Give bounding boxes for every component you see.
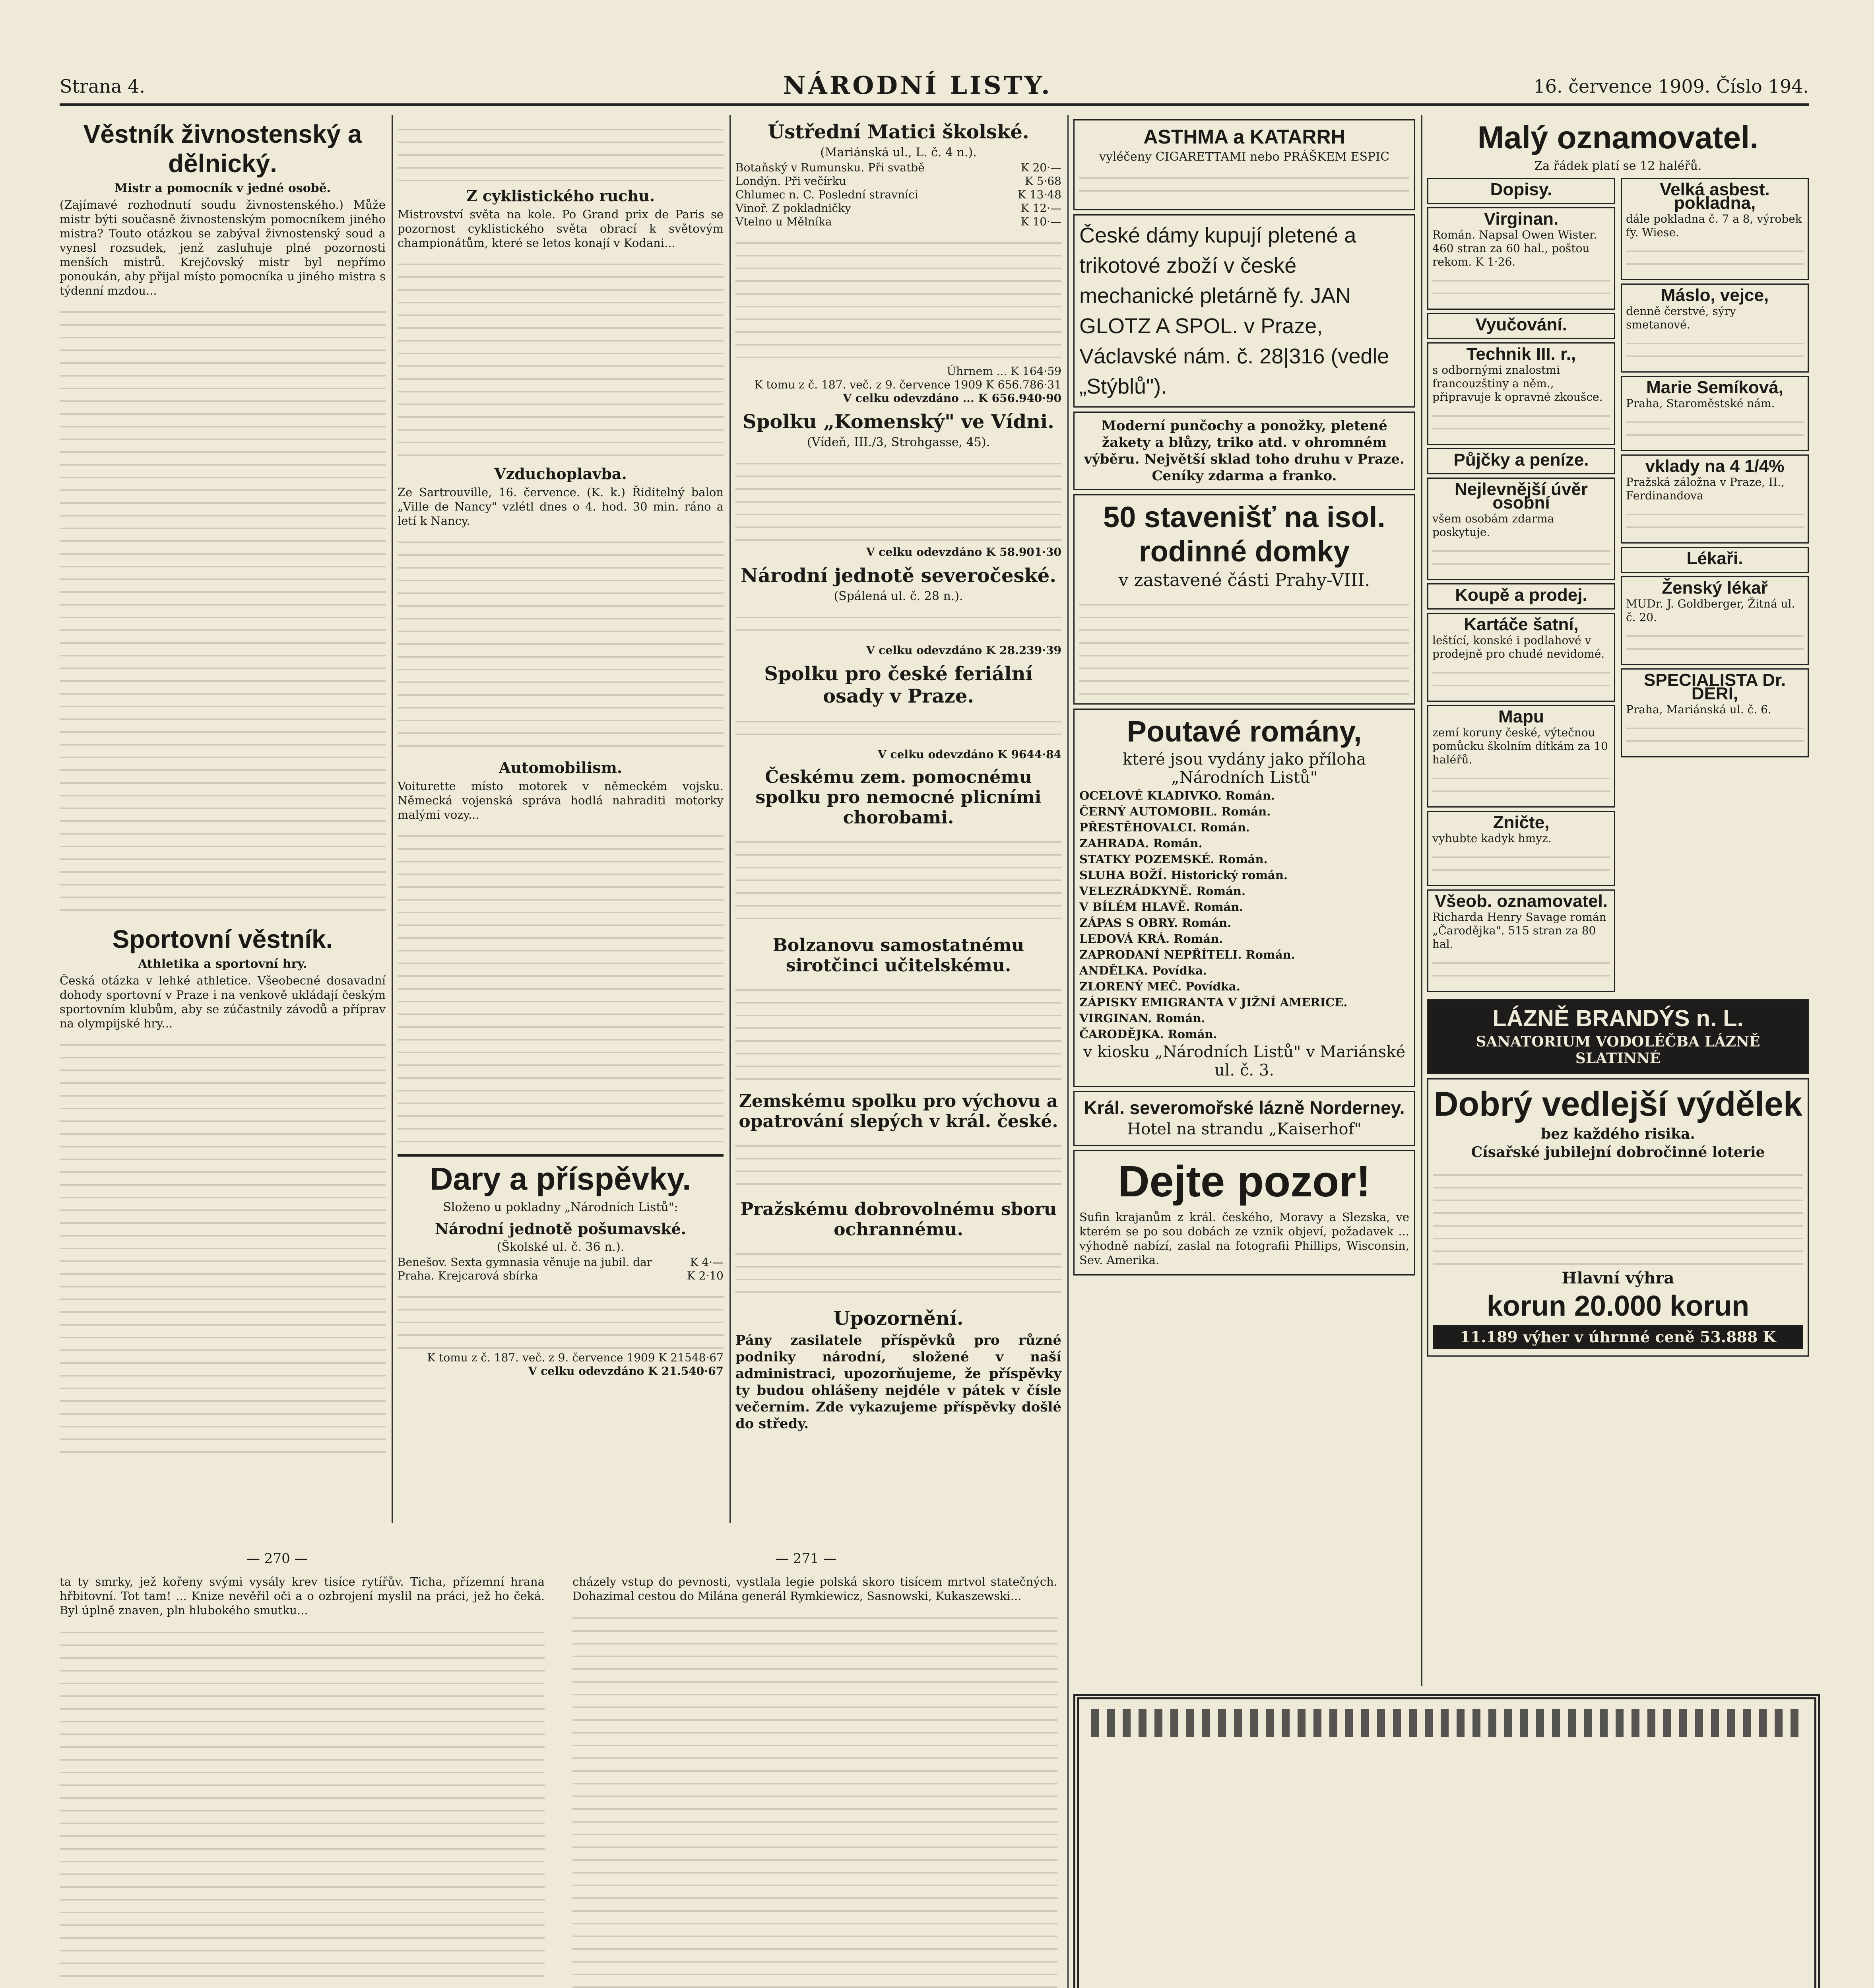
donations-subtitle: Složeno u pokladny „Národních Listů":	[443, 1200, 678, 1214]
section-title: Věstník živnostenský a dělnický.	[83, 120, 362, 178]
column-divider	[1067, 115, 1069, 1988]
divider	[398, 1154, 724, 1157]
ad-spa-brandys	[1427, 999, 1809, 1074]
classified-ad	[1621, 547, 1809, 573]
classified-ad	[1621, 668, 1809, 757]
article-text-block	[398, 824, 724, 1150]
ad-text-block	[1079, 593, 1409, 696]
classified-text-block	[1432, 951, 1610, 987]
classified-heading: SPECIALISTA Dr. DÉRI,	[1644, 670, 1786, 703]
column-donations	[735, 115, 1061, 1435]
page-number: — 271 —	[775, 1551, 837, 1567]
ad-body: vyléčeny CIGARETTAMI nebo PRÁŠKEM ESPIC	[1099, 150, 1390, 164]
fund-name: Ústřední Matici školské.	[768, 121, 1029, 143]
novel-item: ZÁPAS S OBRY. Román.	[1079, 916, 1232, 930]
article-text-block	[398, 118, 724, 181]
donation-row: Benešov. Sexta gymnasia věnuje na jubil. dar K 4·—	[398, 1256, 724, 1269]
classified-text-block	[1626, 624, 1804, 660]
classifieds-subtitle: Za řádek platí se 12 haléřů.	[1534, 159, 1702, 173]
column-ads	[1073, 115, 1415, 1279]
masthead: NÁRODNÍ LISTY.	[783, 71, 1052, 100]
novel-list	[1079, 788, 1409, 1041]
classified-ad	[1621, 576, 1809, 665]
notice-title: Upozornění.	[833, 1307, 964, 1330]
classified-heading: Mapu	[1498, 707, 1544, 726]
classified-body: Richarda Henry Savage román „Čarodějka". 515 stran za 80 hal.	[1432, 911, 1606, 951]
classified-heading: Dopisy.	[1490, 180, 1552, 199]
classified-heading: Velká asbest. pokladna,	[1660, 180, 1770, 213]
lottery-name: Císařské jubilejní dobročinné loterie	[1471, 1144, 1765, 1161]
classified-ad	[1427, 583, 1615, 610]
classified-heading: Vyučování.	[1475, 315, 1567, 334]
classified-text-block	[1626, 332, 1804, 367]
donation-row: Londýn. Při večírku K 5·68	[735, 175, 1061, 188]
article-text-block	[398, 530, 724, 753]
classified-heading: Technik III. r.,	[1466, 344, 1576, 364]
ad-knitwear: České dámy kupují pletené a trikotové zboží v české mechanické pletárně fy. JAN GLOTZ A SPOL. v Praze, Václavské nám. č. 28|316 (vedle „Stýblů").	[1073, 214, 1415, 408]
ad-body: Hotel na strandu „Kaiserhof"	[1127, 1120, 1362, 1138]
article-text-block	[60, 300, 386, 920]
story-text-block	[572, 1606, 1057, 1988]
classified-text-block	[1432, 539, 1610, 575]
article-body: Česká otázka v lehké athletice. Všeobecné dosavadní dohody sportovní v Praze i na venkově ukládají českým sportovním klubům, aby se zúčastnily závodů a příprav na olympijské hry...	[60, 974, 386, 1030]
classified-body: všem osobám zdarma poskytuje.	[1432, 512, 1554, 539]
donation-list	[735, 452, 1061, 543]
ad-subtitle: v zastavené části Prahy-VIII.	[1118, 570, 1370, 590]
donation-row: Botaňský v Rumunsku. Při svatbě K 20·—	[735, 161, 1061, 174]
donation-list	[735, 710, 1061, 746]
classified-text-block	[1626, 716, 1804, 752]
column-divider	[1421, 115, 1422, 1686]
classified-heading: Máslo, vejce,	[1661, 285, 1769, 305]
story-text-block	[60, 1621, 545, 1988]
novel-item: ZLORENÝ MEČ. Povídka.	[1079, 980, 1240, 993]
ad-text-block	[1079, 166, 1409, 202]
novel-item: ZAHRADA. Román.	[1079, 837, 1203, 850]
donation-grand-total: V celku odevzdáno K 9644·84	[878, 748, 1061, 761]
prize-footer: 11.189 výher v úhrnné ceně 53.888 K	[1433, 1325, 1803, 1349]
classified-heading: Marie Semíková,	[1646, 378, 1783, 397]
donation-grand-total: V celku odevzdáno ... K 656.940·90	[843, 392, 1061, 405]
column-divider	[392, 115, 393, 1523]
classified-ad	[1427, 313, 1615, 339]
donation-list	[735, 231, 1061, 362]
ad-norderney	[1073, 1091, 1415, 1146]
classified-heading: vklady na 4 1/4%	[1645, 456, 1785, 476]
classified-text-block	[1432, 661, 1610, 697]
classifieds-grid	[1427, 175, 1809, 995]
classified-ad	[1427, 342, 1615, 445]
section-title: Z cyklistického ruchu.	[466, 187, 655, 205]
donation-row: Vinoř. Z pokladničky K 12·—	[735, 202, 1061, 215]
classified-ad	[1427, 178, 1615, 204]
donation-grand-total: V celku odevzdáno K 28.239·39	[866, 644, 1061, 657]
classifieds-title: Malý oznamovatel.	[1477, 120, 1759, 155]
classified-text-block	[1626, 503, 1804, 538]
article-subtitle: Athletika a sportovní hry.	[138, 957, 307, 971]
novel-item: PŘESTĚHOVALCI. Román.	[1079, 821, 1250, 834]
page-number: — 270 —	[246, 1551, 308, 1567]
novel-item: SLUHA BOŽÍ. Historický román.	[1079, 868, 1288, 882]
ad-subtitle: bez každého risika.	[1541, 1126, 1695, 1142]
ad-attention	[1073, 1150, 1415, 1276]
article-body: (Zajímavé rozhodnutí soudu živnostenského.) Může mistr býti současně živnostenským pomocníkem jiného mistra? Touto otázkou se zabýval živnostenský soud a vynesl rozsudek, jenž zasluhuje plné pozornosti menších mistrů. Krejčovský mistr byl nepřímo ponoukán, aby přijal místo pomocníka u jiného mistra s týdenní mzdou...	[60, 198, 386, 297]
classified-ad	[1427, 448, 1615, 474]
ad-content	[1103, 1747, 1791, 1988]
donation-grand-total: V celku odevzdáno K 58.901·30	[866, 546, 1061, 559]
ad-novels	[1073, 709, 1415, 1087]
novel-item: ANDĚLKA. Povídka.	[1079, 964, 1207, 977]
classified-text-block	[1626, 239, 1804, 275]
fund-name: Bolzanovu samostatnému sirotčinci učitelskému.	[772, 935, 1024, 976]
novel-item: ZAPRODANÍ NEPŘÍTELI. Román.	[1079, 948, 1295, 961]
fund-name: Spolku pro české feriální osady v Praze.	[764, 663, 1033, 707]
ornament-border	[1091, 1709, 1802, 1737]
donation-total: K tomu z č. 187. več. z 9. července 1909 K 656.786·31	[754, 378, 1061, 391]
novel-item: VELEZRÁDKYNĚ. Román.	[1079, 884, 1246, 898]
donation-list	[735, 1134, 1061, 1194]
classified-heading: Kartáče šatní,	[1464, 615, 1579, 634]
donation-list	[735, 830, 1061, 930]
page-header	[60, 60, 1809, 106]
donation-row: Vtelno u Mělníka K 10·—	[735, 215, 1061, 228]
classified-ad	[1621, 283, 1809, 373]
article-subtitle: Mistr a pomocník v jedné osobě.	[114, 181, 331, 195]
novel-item: ČARODĚJKA. Román.	[1079, 1027, 1217, 1041]
fund-address: (Vídeň, III./3, Strohgasse, 45).	[807, 435, 990, 449]
ad-title: LÁZNĚ BRANDÝS n. L.	[1492, 1006, 1744, 1031]
classified-body: Praha, Staroměstské nám.	[1626, 397, 1775, 410]
classified-text-block	[1432, 845, 1610, 881]
section-title: Automobilism.	[499, 759, 623, 777]
fund-name: Pražskému dobrovolnému sboru ochrannému.	[740, 1199, 1057, 1240]
donation-row: Chlumec n. C. Poslední stravníci K 13·48	[735, 188, 1061, 201]
classified-body: zemí koruny české, výtečnou pomůcku školním dítkám za 10 haléřů.	[1432, 726, 1608, 766]
classified-heading: Půjčky a peníze.	[1453, 450, 1589, 470]
fund-name: Zemskému spolku pro výchovu a opatrování slepých v král. české.	[739, 1091, 1058, 1132]
donations-title: Dary a příspěvky.	[430, 1161, 691, 1196]
novel-item: VIRGINAN. Román.	[1079, 1011, 1205, 1025]
donation-total: Úhrnem ... K 164·59	[947, 365, 1061, 378]
fund-name: Spolku „Komenský" ve Vídni.	[743, 411, 1054, 433]
classified-ad	[1621, 178, 1809, 280]
donation-list	[735, 978, 1061, 1085]
fund-name: Národní jednotě pošumavské.	[435, 1220, 686, 1238]
fund-address: (Školské ul. č. 36 n.).	[497, 1240, 625, 1254]
donation-total: K tomu z č. 187. več. z 9. července 1909 K 21548·67	[427, 1351, 724, 1364]
classified-ad	[1427, 811, 1615, 886]
classified-heading: Všeob. oznamovatel.	[1434, 891, 1608, 911]
serial-story-right	[572, 1574, 1057, 1988]
article-body: Voiturette místo motorek v německém vojsku. Německá vojenská správa hodlá nahraditi motorky malými vozy...	[398, 779, 724, 821]
story-text: cházely vstup do pevnosti, vystlala legie polská skoro tisícem mrtvol statečných. Dohazimal cestou do Milána generál Rymkiewicz, Sasnowski, Kukaszewski...	[572, 1575, 1057, 1603]
classified-body: dále pokladna č. 7 a 8, výrobek fy. Wiese.	[1626, 212, 1802, 239]
article-body: Mistrovství světa na kole. Po Grand prix de Paris se pozornost cyklistického světa obrací k světovým championátům, které se letos konají v Kodani...	[398, 208, 724, 250]
novel-item: STATKY POZEMSKÉ. Román.	[1079, 852, 1268, 866]
ad-title: Dejte pozor!	[1118, 1157, 1371, 1206]
classified-text-block	[1432, 269, 1610, 305]
donation-grand-total: V celku odevzdáno K 21.540·67	[528, 1365, 724, 1378]
donation-list	[735, 606, 1061, 641]
column-trade-news	[60, 115, 386, 1457]
ad-title: ASTHMA a KATARRH	[1143, 126, 1345, 148]
classified-ad	[1427, 613, 1615, 702]
ad-subtitle: SANATORIUM VODOLÉČBA LÁZNĚ SLATINNÉ	[1476, 1033, 1760, 1067]
classified-body: Pražská záložna v Praze, II., Ferdinandova	[1626, 476, 1785, 502]
section-title: Vzduchoplavba.	[494, 465, 627, 483]
ad-title: Poutavé romány,	[1127, 715, 1362, 748]
fund-name: Národní jednotě severočeské.	[740, 565, 1057, 587]
article-text-block	[398, 252, 724, 459]
ad-text-block	[1433, 1163, 1803, 1266]
classified-body: denně čerstvé, sýry smetanové.	[1626, 305, 1736, 331]
classified-ad	[1427, 889, 1615, 992]
section-title: Sportovní věstník.	[112, 925, 333, 953]
classified-heading: Zničte,	[1493, 813, 1550, 832]
ad-asthma	[1073, 119, 1415, 210]
ad-subtitle: které jsou vydány jako příloha „Národních Listů"	[1123, 750, 1366, 787]
column-divider	[729, 115, 731, 1523]
ad-building-plots	[1073, 494, 1415, 705]
classified-ad	[1427, 705, 1615, 808]
issue-date: 16. července 1909. Číslo 194.	[1533, 76, 1809, 97]
classified-heading: Virginan.	[1484, 209, 1559, 229]
column-classifieds	[1427, 115, 1809, 1361]
classified-body: Praha, Mariánská ul. č. 6.	[1626, 703, 1771, 716]
novel-item: ČERNÝ AUTOMOBIL. Román.	[1079, 805, 1271, 818]
classified-heading: Lékaři.	[1686, 549, 1743, 568]
fund-address: (Spálená ul. č. 28 n.).	[834, 589, 963, 603]
classifieds-right	[1621, 175, 1809, 995]
column-sports	[398, 115, 724, 1378]
classified-text-block	[1626, 410, 1804, 446]
donation-list	[398, 1285, 724, 1349]
fund-name: Českému zem. pomocnému spolku pro nemocné plicními chorobami.	[755, 767, 1042, 828]
ad-insert-agency	[1073, 1694, 1820, 1988]
classified-heading: Nejlevnější úvěr osobní	[1454, 480, 1588, 513]
classified-body: MUDr. J. Goldberger, Žitná ul. č. 20.	[1626, 597, 1795, 624]
story-text: ta ty smrky, jež kořeny svými vysály krev tisíce rytířův. Ticha, přízemní hrana hřbitovní. Tot tam! ... Knize nevěřil oči a o ozbrojení myslil na práci, jež ho čeká. Byl úplně znaven, pln hlubokého smutku...	[60, 1575, 545, 1617]
page-number: Strana 4.	[60, 76, 145, 97]
classified-text-block	[1432, 404, 1610, 440]
novel-item: ZÁPISKY EMIGRANTA V JIŽNÍ AMERICE.	[1079, 996, 1348, 1009]
ad-title: Král. severomořské lázně Norderney.	[1084, 1097, 1405, 1118]
classified-body: s odbornými znalostmi francouzštiny a něm., připravuje k opravné zkoušce.	[1432, 363, 1603, 404]
novel-item: V BÍLÉM HLAVĚ. Román.	[1079, 900, 1244, 914]
ad-stockings: Moderní punčochy a ponožky, pletené žakety a blůzy, triko atd. v ohromném výběru. Největší sklad toho druhu v Praze. Ceníky zdarma a franko.	[1073, 412, 1415, 490]
ad-title: 50 stavenišť na isol. rodinné domky	[1103, 501, 1385, 568]
novel-item: OCELOVÉ KLADIVKO. Román.	[1079, 789, 1275, 802]
novel-item: LEDOVÁ KRÁ. Román.	[1079, 932, 1223, 945]
prize-value: korun 20.000 korun	[1486, 1290, 1750, 1322]
notice-body: Pány zasilatele příspěvků pro různé podniky národní, složené v naší administraci, upozorňujeme, že příspěvky ty budou ohlášeny nejdéle v pátek v čísle večerním. Zde vykazujeme příspěvky došlé do středy.	[735, 1332, 1061, 1432]
prize-title: Hlavní výhra	[1562, 1269, 1674, 1287]
fund-address: (Mariánská ul., L. č. 4 n.).	[820, 146, 977, 159]
classified-text-block	[1432, 767, 1610, 802]
classified-ad	[1621, 376, 1809, 451]
classifieds-left	[1427, 175, 1615, 995]
classified-ad	[1621, 454, 1809, 544]
article-body: Ze Sartrouville, 16. července. (K. k.) Řiditelný balon „Ville de Nancy" vzlétl dnes o 4. hod. 30 min. ráno a letí k Nancy.	[398, 485, 724, 528]
donation-row: Praha. Krejcarová sbírka K 2·10	[398, 1269, 724, 1282]
donation-list	[735, 1242, 1061, 1302]
classified-ad	[1427, 207, 1615, 310]
classified-body: Román. Napsal Owen Wister. 460 stran za 60 hal., poštou rekom. K 1·26.	[1432, 228, 1597, 268]
ad-title: Dobrý vedlejší výdělek	[1434, 1085, 1802, 1123]
classified-body: leštící, konské i podlahové v prodejně pro chudé nevidomé.	[1432, 634, 1605, 660]
article-text-block	[60, 1033, 386, 1454]
ad-side-income	[1427, 1078, 1809, 1357]
classified-heading: Koupě a prodej.	[1455, 585, 1587, 605]
classified-heading: Ženský lékař	[1662, 578, 1768, 598]
classified-ad	[1427, 478, 1615, 580]
classified-body: vyhubte kadyk hmyz.	[1432, 832, 1552, 845]
serial-story-left	[60, 1574, 545, 1988]
ad-body: Sufin krajanům z král. českého, Moravy a Slezska, ve kterém se po sou dobách ze vznik objeví, požadavek ... výhodně nabízí, zaslal na fotografii Phillips, Wisconsin, Sev. Amerika.	[1079, 1210, 1409, 1267]
ad-footer: v kiosku „Národních Listů" v Mariánské ul. č. 3.	[1083, 1043, 1406, 1079]
